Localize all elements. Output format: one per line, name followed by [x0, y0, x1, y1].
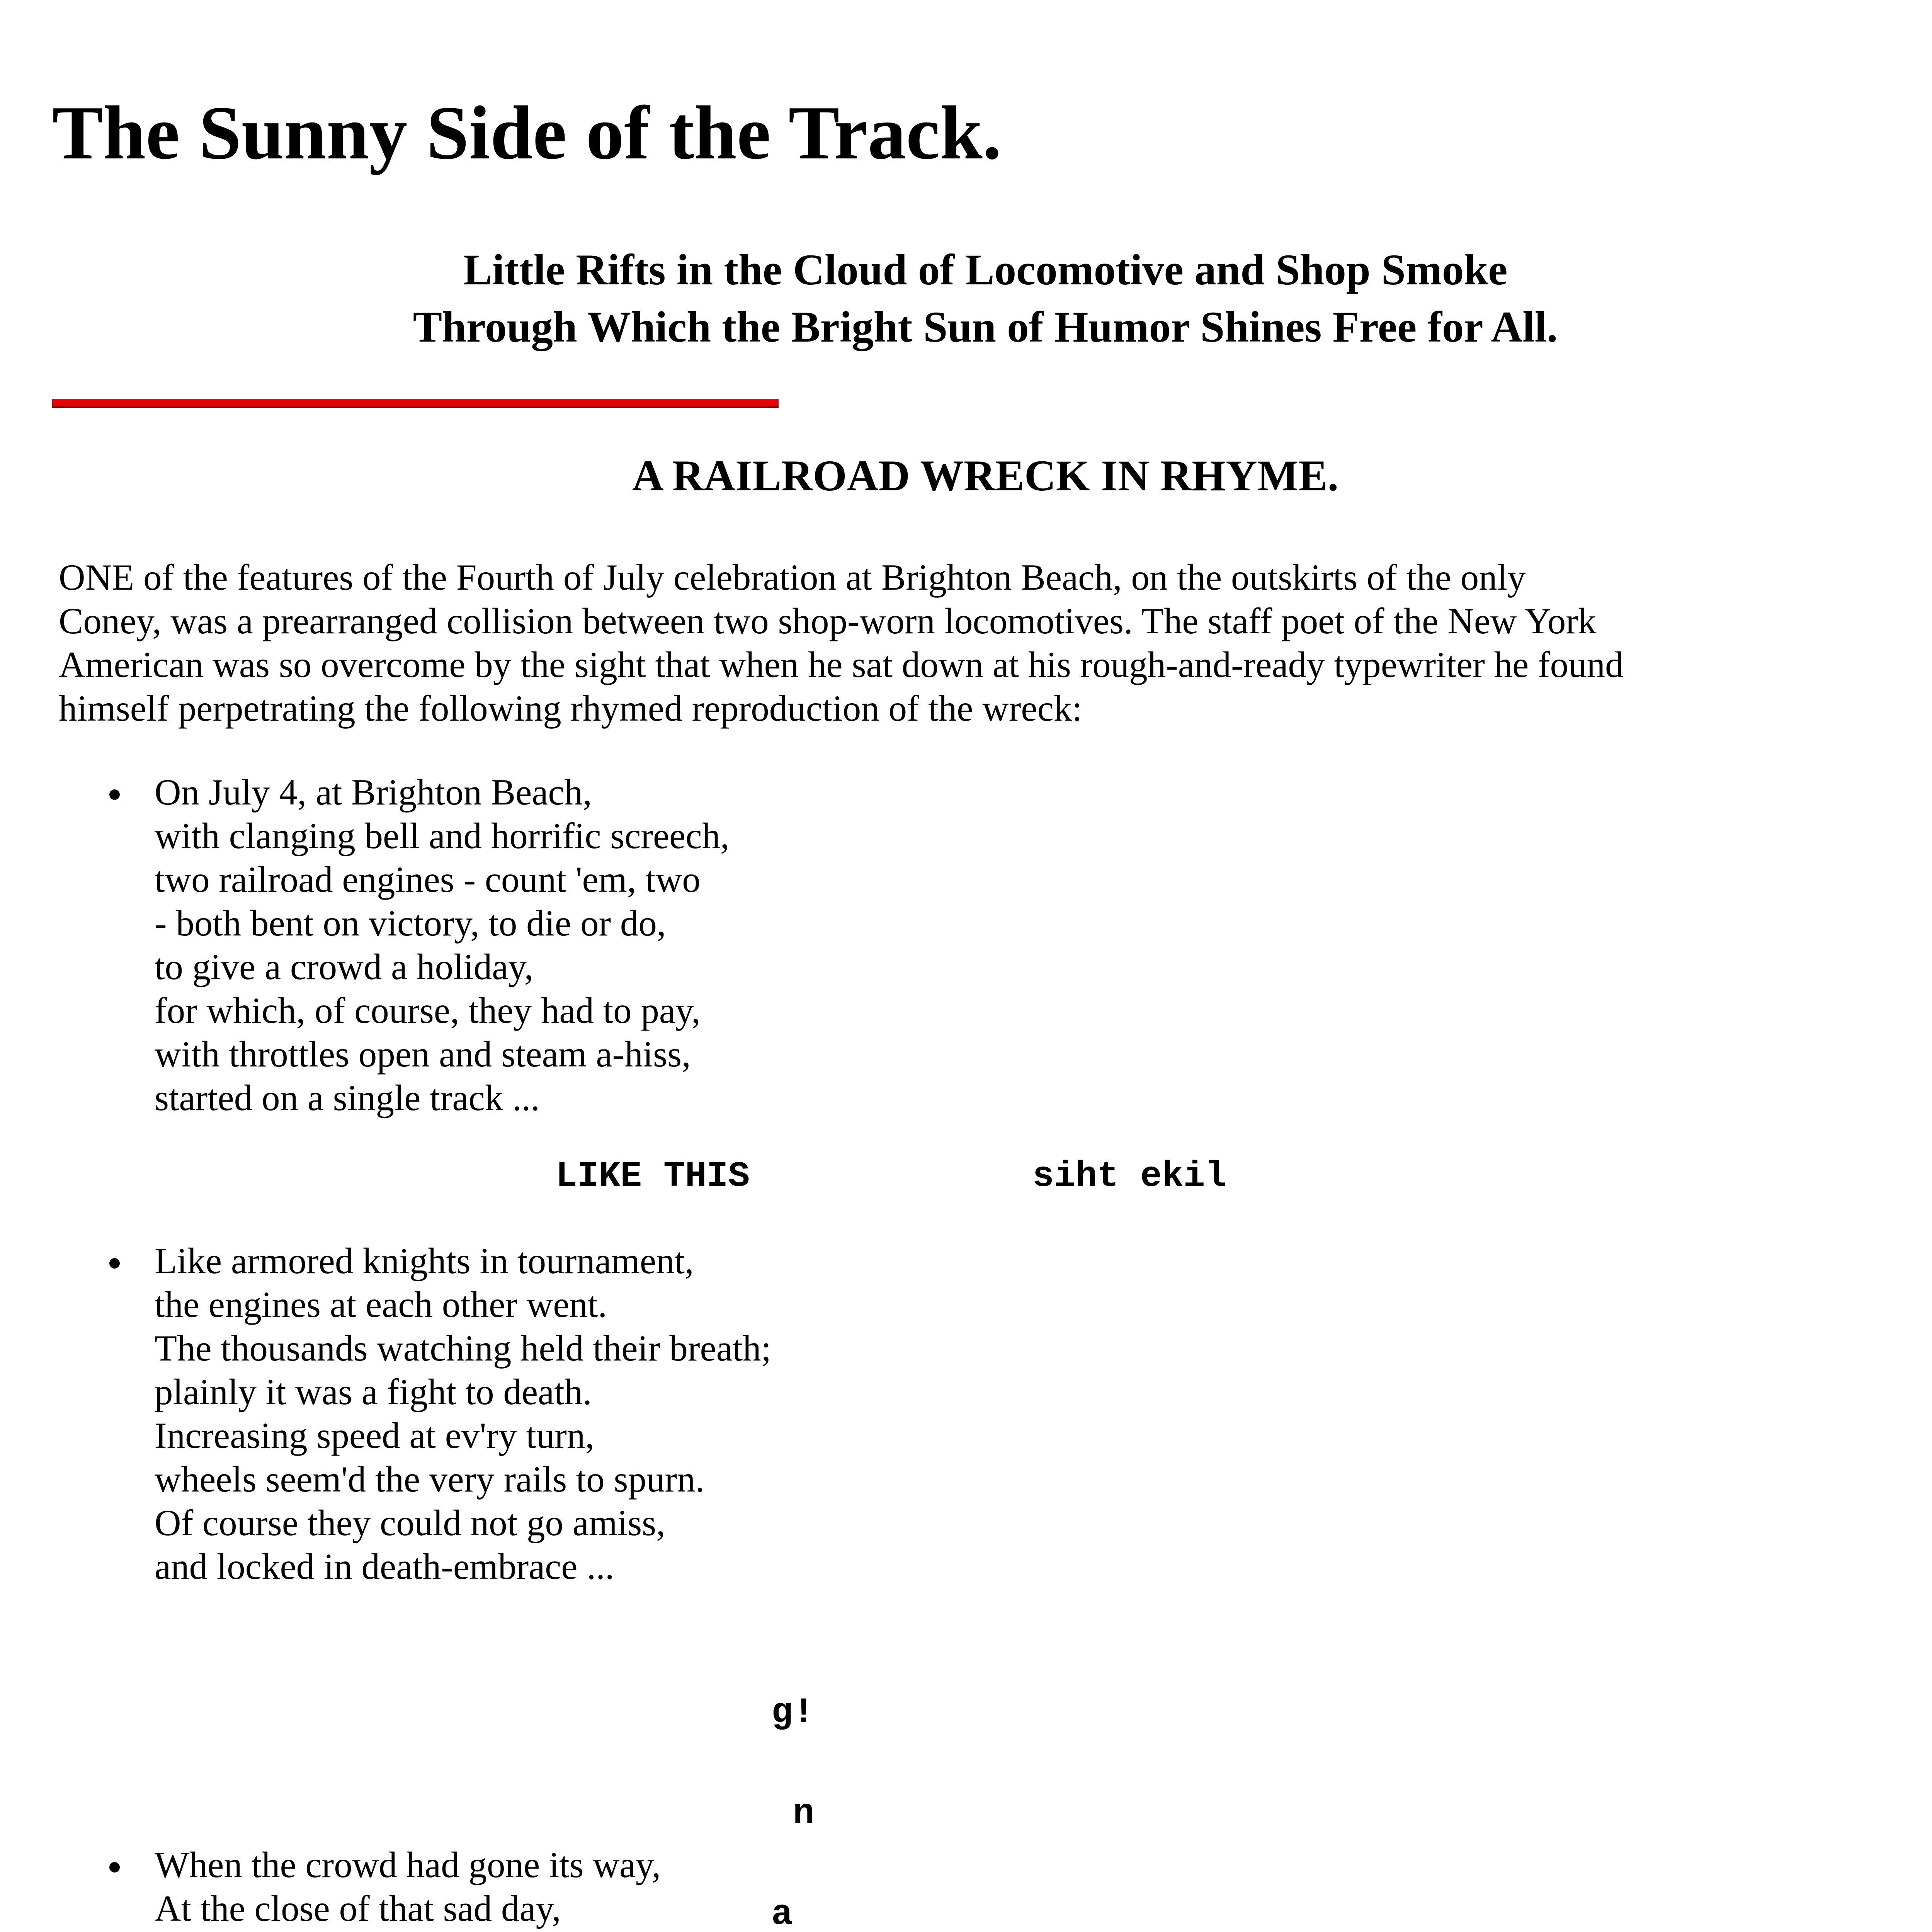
bullet-icon [109, 1258, 120, 1269]
poem-line: to give a crowd a holiday, [155, 946, 534, 987]
poem-stanza-2 [155, 1239, 771, 1588]
poem-line: The thousands watching held their breath; [155, 1328, 772, 1369]
intro-line: himself perpetrating the following rhymed reproduction of the wreck: [59, 688, 1082, 729]
intro-line: American was so overcome by the sight that when he sat down at his rough-and-ready typewriter he found [59, 644, 1624, 685]
poem-line: two railroad engines - count 'em, two [155, 859, 701, 900]
page-subtitle [0, 242, 1932, 356]
poem-line: - both bent on victory, to die or do, [155, 903, 666, 944]
bullet-icon [109, 1862, 120, 1872]
poem-line: for which, of course, they had to pay, [155, 990, 701, 1031]
poem-line: Increasing speed at ev'ry turn, [155, 1415, 595, 1456]
poem-line: wheels seem'd the very rails to spurn. [155, 1459, 705, 1500]
poem-line: and locked in death-embrace ... [155, 1546, 614, 1587]
poem-line: When the crowd had gone its way, [155, 1844, 661, 1885]
bang-art-line: a [556, 1894, 793, 1932]
poem-line: plainly it was a fight to death. [155, 1371, 592, 1412]
page-title: The Sunny Side of the Track. [52, 90, 1002, 175]
bang-art-line: n [556, 1793, 815, 1834]
poem-stanza-3 [155, 1843, 837, 1932]
poem-line [155, 1930, 837, 1932]
intro-paragraph [59, 556, 1720, 730]
subtitle-line: Through Which the Bright Sun of Humor Shines Free for All. [413, 303, 1558, 351]
poem-line: Like armored knights in tournament, [155, 1240, 694, 1281]
like-this-art-left: LIKE THIS [556, 1156, 750, 1197]
poem-line: with throttles open and steam a-hiss, [155, 1034, 691, 1075]
intro-line: Coney, was a prearranged collision between two shop-worn locomotives. The staff poet of the New York [59, 600, 1597, 641]
poem-line: At the close of that sad day, [155, 1888, 561, 1929]
bang-art-line: g! [556, 1692, 815, 1733]
poem-line: the engines at each other went. [155, 1284, 607, 1325]
intro-line: ONE of the features of the Fourth of July celebration at Brighton Beach, on the outskirts of the only [59, 557, 1526, 598]
poem-line: started on a single track ... [155, 1077, 540, 1118]
bullet-icon [109, 789, 120, 800]
article-heading: A RAILROAD WRECK IN RHYME. [632, 452, 1339, 500]
poem-line: Of course they could not go amiss, [155, 1502, 665, 1543]
poem-stanza-1 [155, 770, 730, 1120]
subtitle-line: Little Rifts in the Cloud of Locomotive and Shop Smoke [463, 246, 1508, 294]
red-divider [52, 399, 779, 408]
like-this-art-right: siht ekil [1032, 1156, 1227, 1197]
poem-line: with clanging bell and horrific screech, [155, 815, 730, 856]
poem-line: On July 4, at Brighton Beach, [155, 772, 592, 813]
